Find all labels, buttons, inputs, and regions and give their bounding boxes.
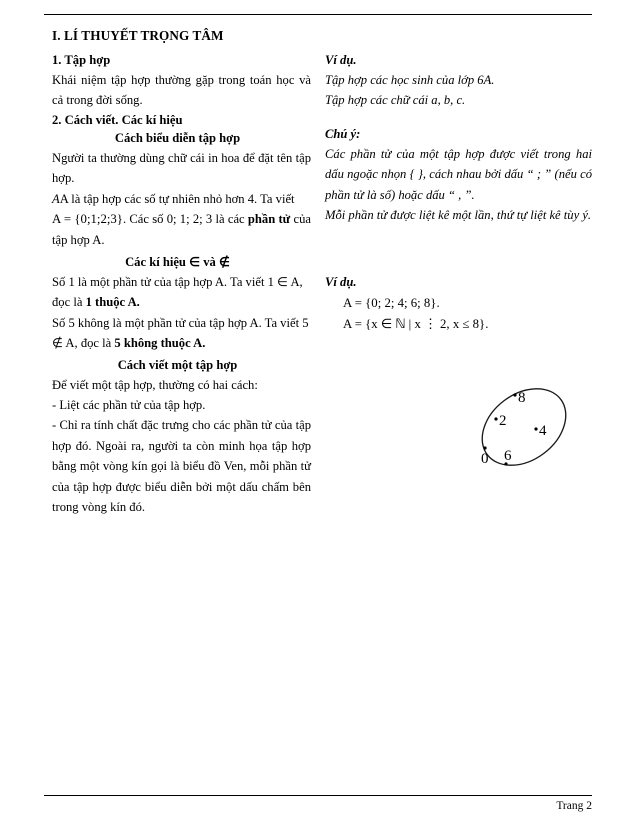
ven-dot-8: [513, 393, 516, 396]
heading-tap-hop: 1. Tập hợp: [52, 53, 111, 67]
paragraph-so-1-pre: Số 1 là một phần tử của tập hợp A. Ta viết 1 ∈ A, đọc là: [52, 275, 303, 310]
ven-label-4: 4: [539, 423, 547, 439]
paragraph-A-mid: . Các số 0; 1; 2; 3 là các: [122, 211, 248, 226]
spacer-before-example-2: [325, 225, 592, 259]
ven-dot-2: [494, 417, 497, 420]
example-2-formula-2: A = {x ∈ ℕ | x ⋮ 2, x ≤ 8}.: [343, 317, 489, 332]
paragraph-nguoi-ta: Người ta thường dùng chữ cái in hoa để đặt tên tập hợp.: [52, 150, 311, 186]
formula-A-set: A = {0;1;2;3}: [52, 211, 123, 226]
ven-dot-4: [534, 427, 537, 430]
paragraph-so-1: [52, 272, 311, 313]
footer-page-number: Trang 2: [556, 800, 592, 812]
paragraph-khai-niem: Khái niệm tập hợp thường gặp trong toán học và cả trong đời sống.: [52, 73, 311, 108]
bullet-tinh-chat: - Chỉ ra tính chất đặc trưng cho các phần tử của tập hợp đó. Ngoài ra, người ta còn minh họa tập hợp bằng một vòng kín gọi là biểu đồ Ven, mỗi phần tử của tập hợp được biểu diễn bởi một dấu chấm bên trong vòng kín đó.: [52, 418, 311, 514]
paragraph-A-post: của tập hợp A.: [52, 211, 312, 247]
ven-label-2: 2: [499, 413, 507, 429]
paragraph-so-5-bold: 5 không thuộc A.: [114, 336, 206, 351]
page-title: I. LÍ THUYẾT TRỌNG TÂM: [52, 28, 224, 43]
ven-diagram: [474, 372, 574, 482]
label-vi-du-1: Ví dụ.: [325, 53, 357, 67]
ven-label-6: 6: [504, 448, 512, 464]
subheading-cach-viet-mot-tap-hop: Cách viết một tập hợp: [117, 357, 238, 372]
ven-diagram-svg: [474, 372, 574, 482]
right-column: [319, 53, 592, 332]
example-1-line-2: Tập hợp các chữ cái a, b, c.: [325, 93, 466, 108]
paragraph-A-bold: phần tử: [247, 211, 291, 226]
bullet-liet-ke: - Liệt các phần tử của tập hợp.: [52, 398, 206, 413]
footer-rule: [44, 795, 592, 796]
note-line-2: Mỗi phần tử được liệt kê một lần, thứ tự liệt kê tùy ý.: [325, 207, 592, 222]
paragraph-tap-hop-A: [52, 189, 311, 209]
spacer-after-example-1: [325, 111, 592, 127]
paragraph-so-1-bold: 1 thuộc A.: [85, 295, 140, 310]
left-column: [44, 53, 319, 517]
example-1-line-1: Tập hợp các học sinh của lớp 6A.: [325, 73, 495, 87]
paragraph-so-5-pre: Số 5 không là một phần tử của tập hợp A. Ta viết 5 ∉ A, đọc là: [52, 315, 309, 351]
paragraph-so-5: [52, 313, 311, 354]
paragraph-tap-hop-A-pre: A là tập hợp các số tự nhiên nhỏ hơn 4. Ta viết: [59, 191, 295, 206]
subheading-cach-bieu-dien: Cách biểu diễn tập hợp: [114, 130, 241, 145]
spacer-before-example-2b: [325, 259, 592, 275]
ven-label-0: 0: [481, 451, 489, 467]
paragraph-de-viet: Để viết một tập hợp, thường có hai cách:: [52, 377, 258, 392]
heading-cach-viet: 2. Cách viết. Các kí hiệu: [52, 112, 183, 127]
note-line-1: Các phần tử của một tập hợp được viết trong hai dấu ngoặc nhọn { }, cách nhau bởi dấu “ ; ” (nếu có phần tử là số) hoặc dấu “ , ”.: [325, 146, 592, 202]
example-2-formula-1: A = {0; 2; 4; 6; 8}.: [343, 296, 440, 311]
subheading-ki-hieu: Các kí hiệu ∈ và ∉: [125, 255, 230, 270]
label-vi-du-2: Ví dụ.: [325, 275, 357, 290]
header-rule: [44, 14, 592, 15]
variable-A: A: [52, 191, 60, 206]
paragraph-formula-line: [52, 209, 311, 250]
ven-dot-0: [483, 446, 486, 449]
label-chu-y: Chú ý:: [325, 126, 361, 141]
ven-label-8: 8: [518, 390, 526, 406]
